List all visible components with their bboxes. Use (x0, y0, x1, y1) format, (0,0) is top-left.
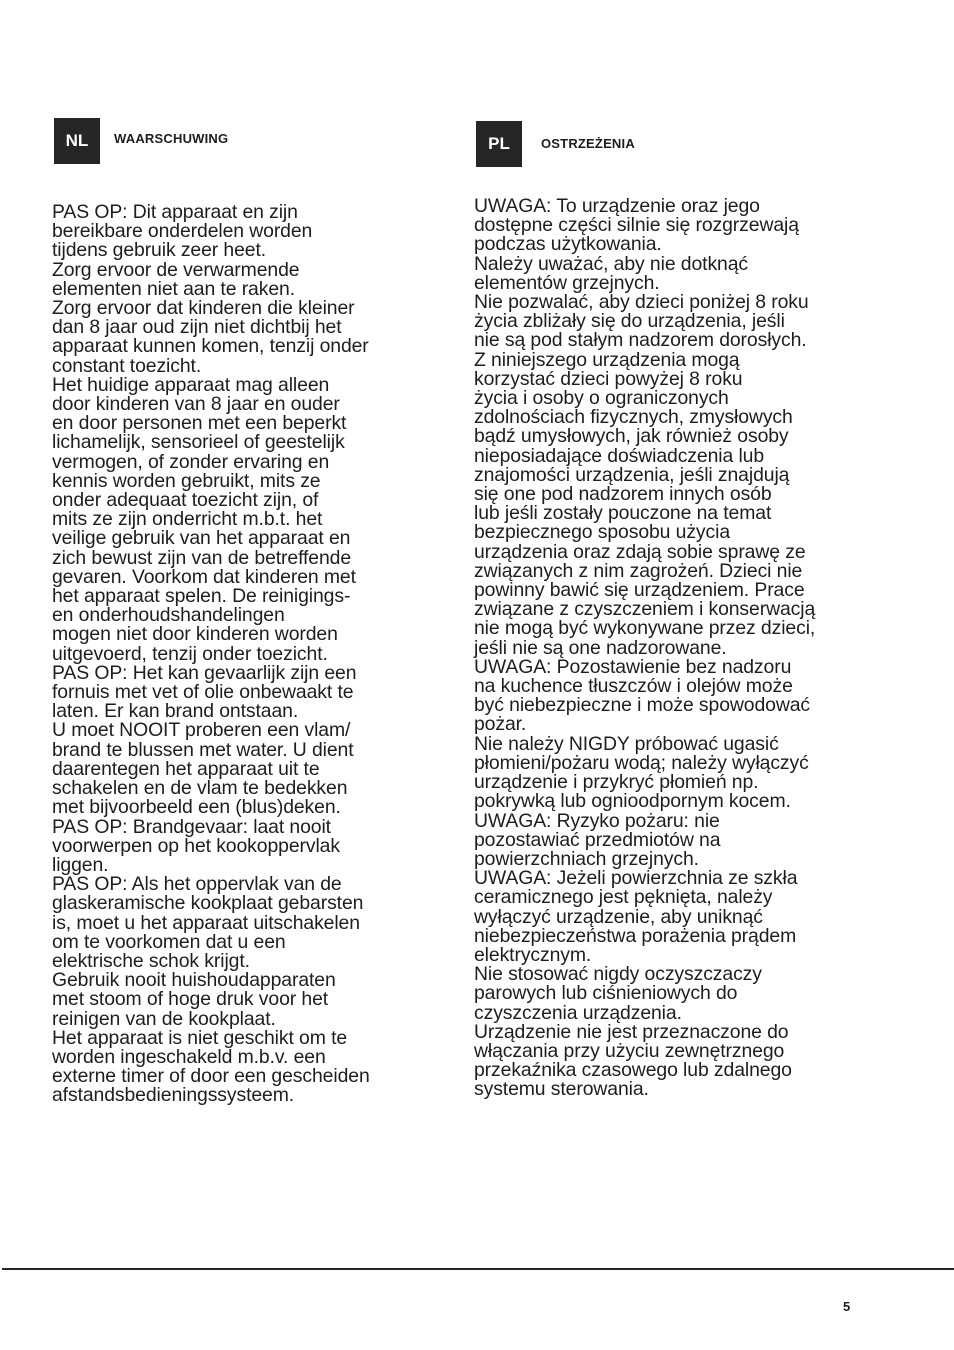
text-line: liggen. (52, 853, 109, 876)
text-line: schakelen en de vlam te bedekken (52, 777, 348, 800)
text-line: Het apparaat is niet geschikt om te (52, 1026, 348, 1049)
text-line: afstandsbedieningssysteem. (52, 1084, 295, 1107)
text-line: en door personen met een beperkt (52, 412, 347, 435)
text-line: przekaźnika czasowego lub zdalnego (474, 1059, 792, 1082)
text-line: bereikbare onderdelen worden (52, 220, 313, 243)
text-line: Urządzenie nie jest przeznaczone do (474, 1020, 789, 1043)
text-line: włączania przy użyciu zewnętrznego (474, 1039, 785, 1062)
text-line: jeśli nie są one nadzorowane. (474, 636, 727, 659)
text-line: gevaren. Voorkom dat kinderen met (52, 565, 356, 588)
text-line: niebezpieczeństwa porażenia prądem (474, 924, 797, 947)
text-line: is, moet u het apparaat uitschakelen (52, 911, 360, 934)
text-line: życia zbliżały się do urządzenia, jeśli (474, 310, 785, 333)
text-line: związanych z nim zagrożeń. Dzieci nie (474, 559, 803, 582)
text-line: onder adequaat toezicht zijn, of (52, 489, 319, 512)
text-line: zdolnościach fizycznych, zmysłowych (474, 406, 793, 429)
section-title-pl: OSTRZEŻENIA (541, 136, 635, 151)
text-line: lub jeśli zostały pouczone na temat (474, 502, 772, 525)
text-line: UWAGA: Ryzyko pożaru: nie (474, 809, 720, 832)
text-line: daarentegen het apparaat uit te (52, 757, 320, 780)
warning-text-nl (52, 203, 452, 1106)
text-line: UWAGA: Pozostawienie bez nadzoru (474, 655, 792, 678)
text-line: laten. Er kan brand ontstaan. (52, 700, 299, 723)
text-line: PAS OP: Het kan gevaarlijk zijn een (52, 661, 357, 684)
text-line: fornuis met vet of olie onbewaakt te (52, 681, 354, 704)
text-line: constant toezicht. (52, 354, 202, 377)
text-line: podczas użytkowania. (474, 233, 662, 256)
footer-divider (2, 1268, 954, 1270)
text-line: zich bewust zijn van de betreffende (52, 546, 352, 569)
text-line: urządzenie i przykryć płomień np. (474, 771, 759, 794)
text-line: Zorg ervoor de verwarmende (52, 258, 300, 281)
text-line: door kinderen van 8 jaar en ouder (52, 393, 340, 416)
text-line: elektrycznym. (474, 943, 592, 966)
text-line: reinigen van de kookplaat. (52, 1007, 276, 1030)
text-line: worden ingeschakeld m.b.v. een (52, 1045, 326, 1068)
text-line: uitgevoerd, tenzij onder toezicht. (52, 642, 328, 665)
text-line: vermogen, of zonder ervaring en (52, 450, 330, 473)
text-line: apparaat kunnen komen, tenzij onder (52, 335, 369, 358)
text-line: urządzenia oraz zdają sobie sprawę ze (474, 540, 806, 563)
text-line: voorwerpen op het kookoppervlak (52, 834, 340, 857)
language-badge-pl: PL (476, 121, 522, 167)
text-line: mogen niet door kinderen worden (52, 623, 338, 646)
text-line: Nie pozwalać, aby dzieci poniżej 8 roku (474, 291, 809, 314)
warning-text-pl (474, 197, 894, 1100)
text-line: het apparaat spelen. De reinigings- (52, 585, 351, 608)
text-line: lichamelijk, sensorieel of geestelijk (52, 431, 345, 454)
text-line: powinny bawić się urządzeniem. Prace (474, 579, 805, 602)
text-line: Het huidige apparaat mag alleen (52, 373, 330, 396)
section-title-nl: WAARSCHUWING (114, 131, 229, 146)
text-line: externe timer of door een gescheiden (52, 1065, 370, 1088)
text-line: bezpiecznego sposobu użycia (474, 521, 731, 544)
text-line: parowych lub ciśnieniowych do (474, 982, 738, 1005)
text-line: pozostawiać przedmiotów na (474, 828, 721, 851)
text-line: PAS OP: Dit apparaat en zijn (52, 201, 298, 223)
text-line: bądź umysłowych, jak również osoby (474, 425, 789, 448)
text-line: glaskeramische kookplaat gebarsten (52, 892, 364, 915)
text-line: znajomości urządzenia, jeśli znajdują (474, 463, 790, 486)
text-line: powierzchniach grzejnych. (474, 847, 699, 870)
text-line: Nie należy NIGDY próbować ugasić (474, 732, 779, 755)
text-line: czyszczenia urządzenia. (474, 1001, 682, 1024)
text-line: Nie stosować nigdy oczyszczaczy (474, 963, 762, 986)
text-line: met stoom of hoge druk voor het (52, 988, 329, 1011)
text-line: PAS OP: Als het oppervlak van de (52, 873, 342, 896)
text-line: być niebezpieczne i może spowodować (474, 694, 811, 717)
text-line: veilige gebruik van het apparaat en (52, 527, 351, 550)
text-line: nieposiadające doświadczenia lub (474, 444, 765, 467)
text-line: Zorg ervoor dat kinderen die kleiner (52, 297, 355, 320)
text-line: ceramicznego jest pęknięta, należy (474, 886, 773, 909)
language-badge-nl: NL (54, 118, 100, 164)
text-line: korzystać dzieci powyżej 8 roku (474, 367, 743, 390)
text-line: elementen niet aan te raken. (52, 277, 295, 300)
text-line: dan 8 jaar oud zijn niet dichtbij het (52, 316, 342, 339)
text-line: na kuchence tłuszczów i olejów może (474, 675, 793, 698)
text-line: pożar. (474, 713, 527, 736)
text-line: mits ze zijn onderricht m.b.t. het (52, 508, 323, 531)
text-line: pokrywką lub ognioodpornym kocem. (474, 790, 791, 813)
text-line: płomieni/pożaru wodą; należy wyłączyć (474, 751, 809, 774)
text-line: Należy uważać, aby nie dotknąć (474, 252, 749, 275)
text-line: Z niniejszego urządzenia mogą (474, 348, 740, 371)
text-line: kennis worden gebruikt, mits ze (52, 469, 321, 492)
text-line: nie są pod stałym nadzorem dorosłych. (474, 329, 807, 352)
text-line: UWAGA: To urządzenie oraz jego (474, 195, 760, 217)
text-line: PAS OP: Brandgevaar: laat nooit (52, 815, 331, 838)
text-line: związane z czyszczeniem i konserwacją (474, 598, 816, 621)
text-line: nie mogą być wykonywane przez dzieci, (474, 617, 816, 640)
text-line: tijdens gebruik zeer heet. (52, 239, 267, 262)
text-line: U moet NOOIT proberen een vlam/ (52, 719, 351, 742)
text-line: met bijvoorbeeld een (blus)deken. (52, 796, 341, 819)
text-line: wyłączyć urządzenie, aby uniknąć (474, 905, 763, 928)
text-line: om te voorkomen dat u een (52, 930, 286, 953)
text-line: się one pod nadzorem innych osób (474, 483, 772, 506)
text-line: systemu sterowania. (474, 1078, 649, 1101)
text-line: elementów grzejnych. (474, 271, 660, 294)
text-line: dostępne części silnie się rozgrzewają (474, 214, 799, 237)
text-line: elektrische schok krijgt. (52, 949, 250, 972)
text-line: brand te blussen met water. U dient (52, 738, 354, 761)
text-line: życia i osoby o ograniczonych (474, 387, 729, 410)
page-number: 5 (843, 1299, 851, 1314)
text-line: Gebruik nooit huishoudapparaten (52, 969, 336, 992)
text-line: en onderhoudshandelingen (52, 604, 285, 627)
text-line: UWAGA: Jeżeli powierzchnia ze szkła (474, 867, 798, 890)
